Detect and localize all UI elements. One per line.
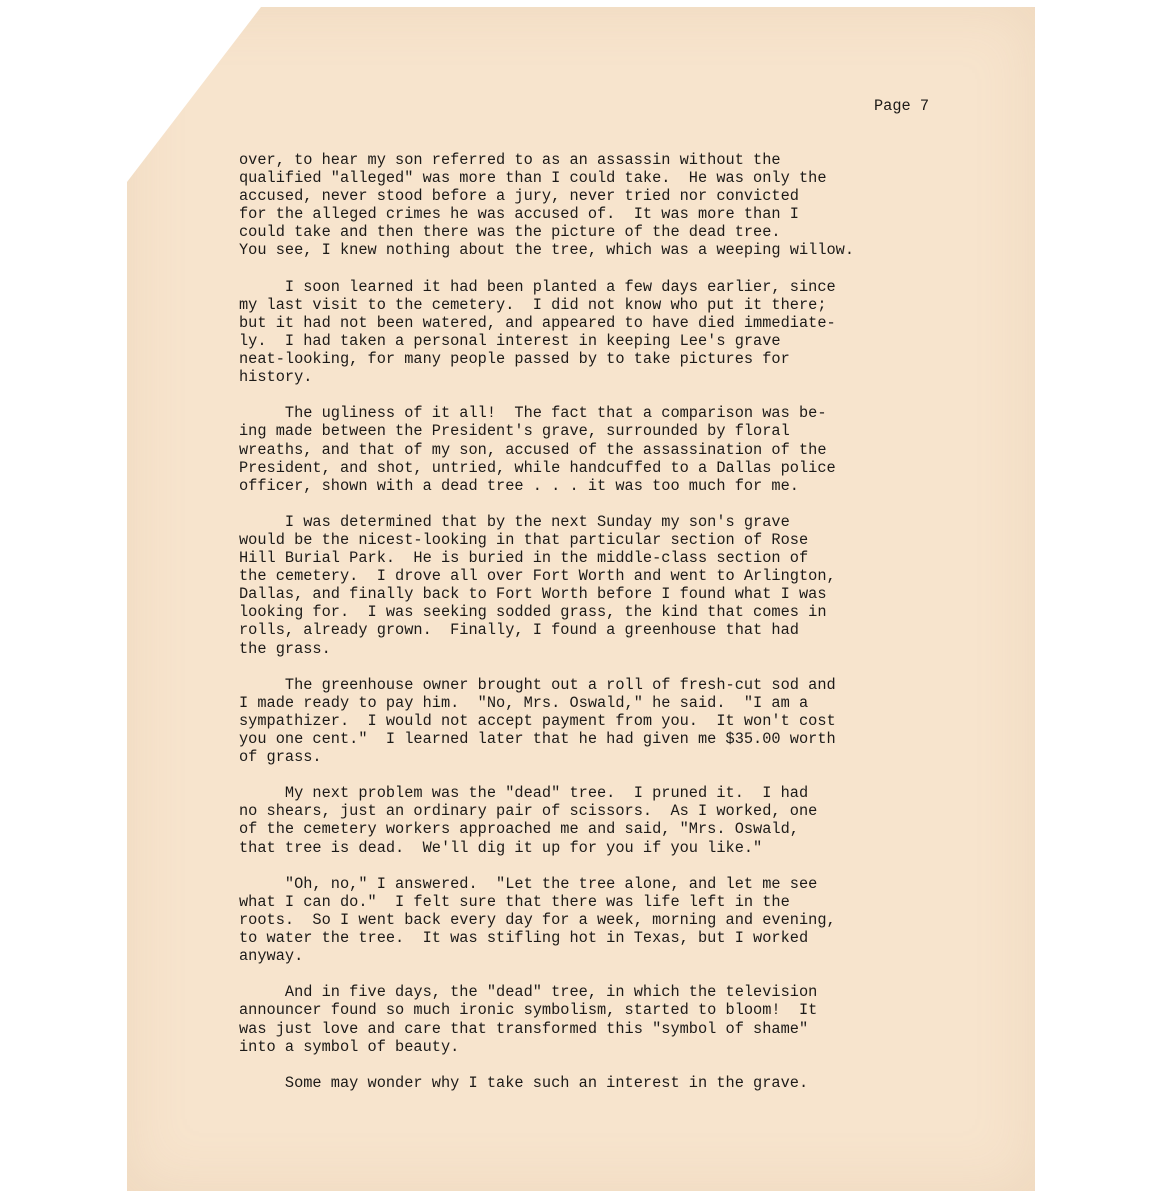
- text-line: Some may wonder why I take such an interest in the grave.: [239, 1073, 809, 1092]
- text-line: ing made between the President's grave, surrounded by floral: [239, 422, 790, 441]
- text-line: could take and then there was the picture of the dead tree.: [239, 223, 781, 242]
- text-line: officer, shown with a dead tree . . . it was too much for me.: [239, 476, 799, 495]
- paragraph: [239, 513, 999, 658]
- text-line: the grass.: [239, 639, 331, 658]
- text-line: Hill Burial Park. He is buried in the middle-class section of: [239, 549, 809, 568]
- text-line: that tree is dead. We'll dig it up for you if you like.": [239, 838, 763, 857]
- text-line: Dallas, and finally back to Fort Worth before I found what I was: [239, 585, 827, 604]
- text-line: neat-looking, for many people passed by to take pictures for: [239, 350, 790, 369]
- paragraph: [239, 875, 999, 965]
- text-line: You see, I knew nothing about the tree, which was a weeping willow.: [239, 241, 855, 260]
- text-line: I made ready to pay him. "No, Mrs. Oswald," he said. "I am a: [239, 693, 809, 712]
- text-line: And in five days, the "dead" tree, in which the television: [239, 983, 818, 1002]
- text-line: The ugliness of it all! The fact that a comparison was be-: [239, 404, 827, 423]
- text-line: accused, never stood before a jury, never tried nor convicted: [239, 187, 799, 206]
- text-line: into a symbol of beauty.: [239, 1037, 460, 1056]
- paragraph: [239, 278, 999, 387]
- text-line: wreaths, and that of my son, accused of the assassination of the: [239, 440, 827, 459]
- text-line: anyway.: [239, 947, 304, 966]
- text-line: what I can do." I felt sure that there was life left in the: [239, 892, 790, 911]
- text-line: to water the tree. It was stifling hot in Texas, but I worked: [239, 929, 809, 948]
- paragraph: [239, 1074, 999, 1092]
- text-line: I soon learned it had been planted a few days earlier, since: [239, 277, 836, 296]
- text-line: of the cemetery workers approached me and said, "Mrs. Oswald,: [239, 820, 799, 839]
- text-line: of grass.: [239, 748, 322, 767]
- text-line: the cemetery. I drove all over Fort Worth and went to Arlington,: [239, 567, 836, 586]
- paragraph: [239, 784, 999, 856]
- text-line: no shears, just an ordinary pair of scissors. As I worked, one: [239, 802, 818, 821]
- text-line: was just love and care that transformed this "symbol of shame": [239, 1019, 809, 1038]
- text-line: for the alleged crimes he was accused of. It was more than I: [239, 205, 799, 224]
- text-line: roots. So I went back every day for a week, morning and evening,: [239, 910, 836, 929]
- paragraph: [239, 983, 999, 1055]
- text-line: looking for. I was seeking sodded grass, the kind that comes in: [239, 603, 827, 622]
- text-line: sympathizer. I would not accept payment from you. It won't cost: [239, 711, 836, 730]
- page-number: Page 7: [874, 97, 930, 115]
- text-line: my last visit to the cemetery. I did not know who put it there;: [239, 295, 827, 314]
- paragraph: [239, 676, 999, 766]
- text-line: announcer found so much ironic symbolism, started to bloom! It: [239, 1001, 818, 1020]
- paragraph: [239, 151, 999, 260]
- text-line: history.: [239, 368, 313, 387]
- text-line: would be the nicest-looking in that particular section of Rose: [239, 530, 809, 549]
- text-line: you one cent." I learned later that he had given me $35.00 worth: [239, 730, 836, 748]
- text-line: My next problem was the "dead" tree. I pruned it. I had: [239, 784, 809, 803]
- text-line: but it had not been watered, and appeared to have died immediate-: [239, 313, 836, 332]
- text-line: rolls, already grown. Finally, I found a greenhouse that had: [239, 621, 799, 640]
- typed-body-text: [239, 151, 999, 1110]
- paragraph: [239, 404, 999, 494]
- text-line: qualified "alleged" was more than I could take. He was only the: [239, 169, 827, 188]
- text-line: ly. I had taken a personal interest in keeping Lee's grave: [239, 331, 781, 350]
- text-line: over, to hear my son referred to as an assassin without the: [239, 151, 781, 169]
- text-line: I was determined that by the next Sunday my son's grave: [239, 512, 790, 531]
- text-line: The greenhouse owner brought out a roll of fresh-cut sod and: [239, 675, 836, 694]
- text-line: President, and shot, untried, while handcuffed to a Dallas police: [239, 458, 836, 477]
- text-line: "Oh, no," I answered. "Let the tree alone, and let me see: [239, 874, 818, 893]
